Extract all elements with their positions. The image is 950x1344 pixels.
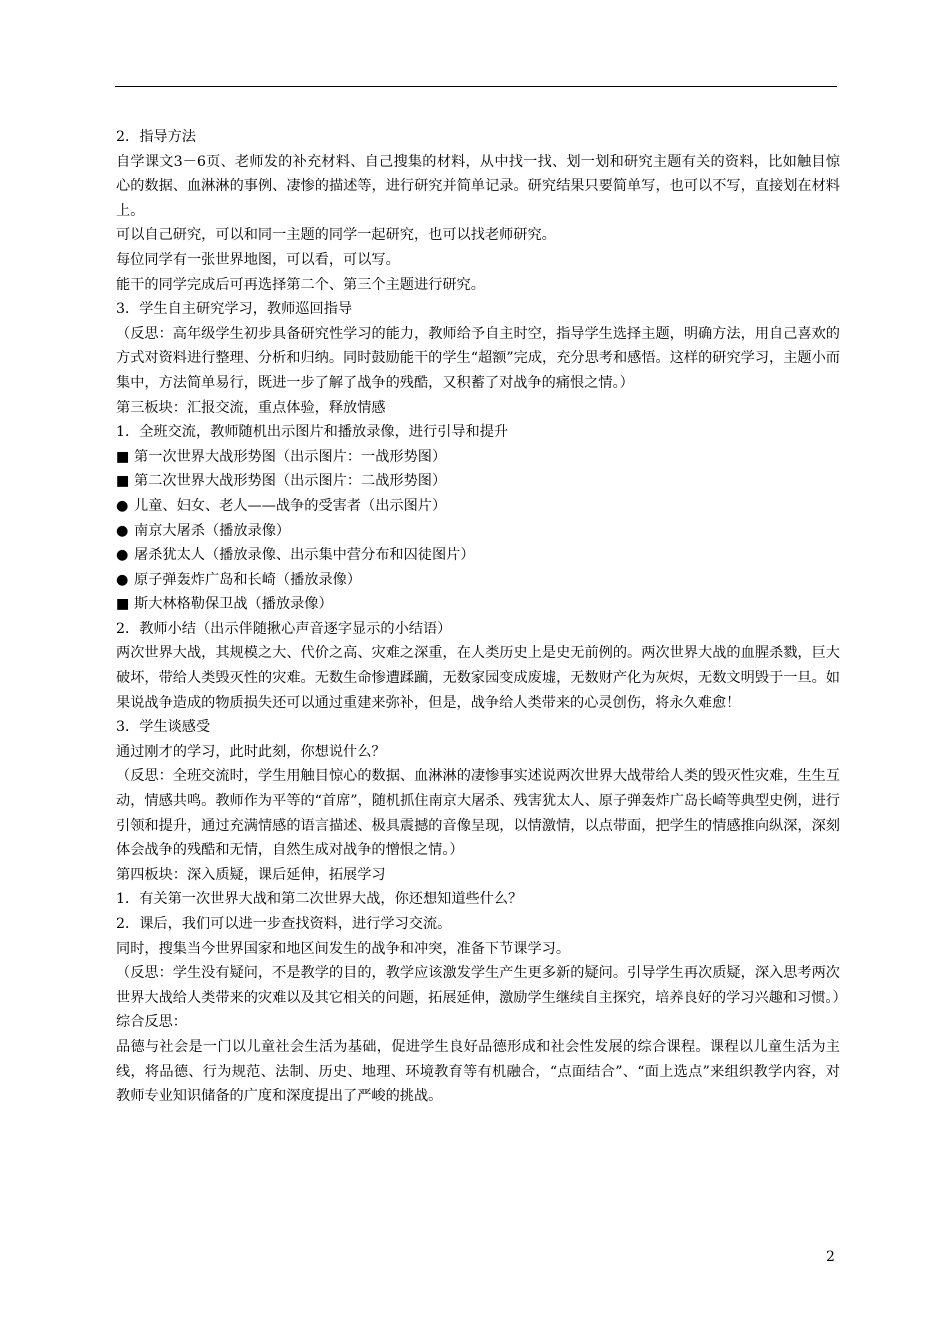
document-body — [116, 125, 847, 1109]
paragraph — [116, 322, 840, 396]
paragraph-text: 品德与社会是一门以儿童社会生活为基础，促进学生良好品德形成和社会性发展的综合课程。课程以儿童生活为主线，将品德、行为规范、法制、历史、地理、环境教育等有机融合，“点面结合”、“面上选点”来组织教学内容，对教师专业知识储备的广度和深度提出了严峻的挑战。 — [116, 1038, 840, 1105]
paragraph — [116, 223, 840, 248]
paragraph-text: 能干的同学完成后可再选择第二个、第三个主题进行研究。 — [116, 276, 485, 293]
paragraph-text: 3．学生谈感受 — [116, 719, 211, 736]
list-item-text: 南京大屠杀（播放录像） — [134, 522, 291, 539]
paragraph-text: （反思：高年级学生初步具备研究性学习的能力，教师给予自主时空，指导学生选择主题，明确方法，用自己喜欢的方式对资料进行整理、分析和归纳。同时鼓励能干的学生“超额”完成，充分思考和感悟。这样的研究学习，主题小而集中，方法简单易行，既进一步了解了战争的残酷，又积蓄了对战争的痛恨之情。） — [116, 325, 840, 391]
paragraph — [116, 617, 840, 642]
paragraph-text: 2．指导方法 — [116, 129, 196, 145]
paragraph — [116, 961, 847, 1010]
section-heading — [116, 396, 840, 421]
paragraph-text: 2．课后，我们可以进一步查找资料，进行学习交流。 — [116, 916, 452, 932]
paragraph — [116, 297, 840, 322]
list-item — [116, 469, 840, 494]
list-item — [116, 519, 840, 544]
paragraph-text: 1．全班交流，教师随机出示图片和播放录像，进行引导和提升 — [116, 424, 509, 441]
list-item-text: 第二次世界大战形势图（出示图片：二战形势图） — [134, 473, 447, 490]
circle-bullet-icon: ● — [116, 522, 129, 539]
header-rule — [115, 86, 837, 87]
paragraph-text: 3．学生自主研究学习，教师巡回指导 — [116, 301, 353, 318]
paragraph-text: 每位同学有一张世界地图，可以看，可以写。 — [116, 251, 400, 268]
list-item — [116, 494, 840, 519]
paragraph-text: 2．教师小结（出示伴随揪心声音逐字显示的小结语） — [116, 620, 452, 637]
list-item-text: 儿童、妇女、老人——战争的受害者（出示图片） — [134, 497, 447, 514]
paragraph-text: 通过刚才的学习，此时此刻，你想说什么？ — [116, 743, 386, 760]
paragraph — [116, 150, 840, 224]
paragraph-text: 同时，搜集当今世界国家和地区间发生的战争和冲突，准备下节课学习。 — [116, 940, 571, 957]
paragraph — [116, 887, 840, 912]
paragraph-text: 第三板块：汇报交流，重点体验，释放情感 — [116, 399, 386, 416]
paragraph — [116, 740, 840, 765]
paragraph — [116, 641, 840, 715]
paragraph-text: 两次世界大战，其规模之大、代价之高、灾难之深重，在人类历史上是史无前例的。两次世界大战的血腥杀戮，巨大破坏，带给人类毁灭性的灾难。无数生命惨遭蹂躏，无数家园变成废墟，无数财产化为灰烬，无数文明毁于一旦。如果说战争造成的物质损失还可以通过重建来弥补，但是，战争给人类带来的心灵创伤，将永久难愈！ — [116, 645, 840, 711]
list-item-text: 屠杀犹太人（播放录像、出示集中营分布和囚徒图片） — [134, 547, 475, 564]
paragraph — [116, 715, 840, 740]
paragraph-text: （反思：全班交流时，学生用触目惊心的数据、血淋淋的凄惨事实述说两次世界大战带给人类的毁灭性灾难，生生互动，情感共鸣。教师作为平等的“首席”，随机抓住南京大屠杀、残害犹太人、原子弹轰炸广岛长崎等典型史例，进行引领和提升，通过充满情感的语言描述、极具震撼的音像呈现，以情激情，以点带面，把学生的情感推向纵深，深刻体会战争的残酷和无情，自然生成对战争的憎恨之情。） — [116, 768, 840, 859]
paragraph — [116, 125, 840, 150]
circle-bullet-icon: ● — [116, 571, 129, 588]
page-number: 2 — [826, 1249, 835, 1265]
paragraph — [116, 420, 840, 445]
paragraph — [116, 1035, 840, 1109]
list-item — [116, 543, 840, 568]
circle-bullet-icon: ● — [116, 547, 129, 564]
paragraph — [116, 273, 840, 298]
paragraph-text: 第四板块：深入质疑，课后延伸，拓展学习 — [116, 866, 386, 883]
paragraph — [116, 764, 840, 862]
paragraph-text: 可以自己研究，可以和同一主题的同学一起研究，也可以找老师研究。 — [116, 227, 556, 244]
paragraph — [116, 937, 840, 962]
list-item — [116, 568, 840, 593]
section-heading — [116, 1010, 840, 1035]
square-bullet-icon: ■ — [116, 473, 130, 490]
paragraph-text: 1．有关第一次世界大战和第二次世界大战，你还想知道些什么？ — [116, 891, 523, 908]
list-item — [116, 445, 840, 470]
paragraph — [116, 248, 840, 273]
paragraph — [116, 912, 840, 937]
paragraph-text: （反思：学生没有疑问，不是教学的目的，教学应该激发学生产生更多新的疑问。引导学生再次质疑，深入思考两次世界大战给人类带来的灾难以及其它相关的问题，拓展延伸，激励学生继续自主探究，培养良好的学习兴趣和习惯。） — [116, 965, 847, 1006]
list-item-text: 斯大林格勒保卫战（播放录像） — [134, 596, 333, 613]
paragraph-text: 自学课文3－6页、老师发的补充材料、自己搜集的材料，从中找一找、划一划和研究主题有关的资料，比如触目惊心的数据、血淋淋的事例、凄惨的描述等，进行研究并简单记录。研究结果只要简单写，也可以不写，直接划在材料上。 — [116, 153, 840, 219]
circle-bullet-icon: ● — [116, 497, 129, 514]
list-item-text: 第一次世界大战形势图（出示图片：一战形势图） — [134, 448, 447, 465]
square-bullet-icon: ■ — [116, 448, 130, 465]
paragraph-text: 综合反思： — [116, 1014, 187, 1031]
section-heading — [116, 863, 840, 888]
list-item-text: 原子弹轰炸广岛和长崎（播放录像） — [134, 571, 362, 588]
list-item — [116, 592, 840, 617]
square-bullet-icon: ■ — [116, 596, 130, 613]
